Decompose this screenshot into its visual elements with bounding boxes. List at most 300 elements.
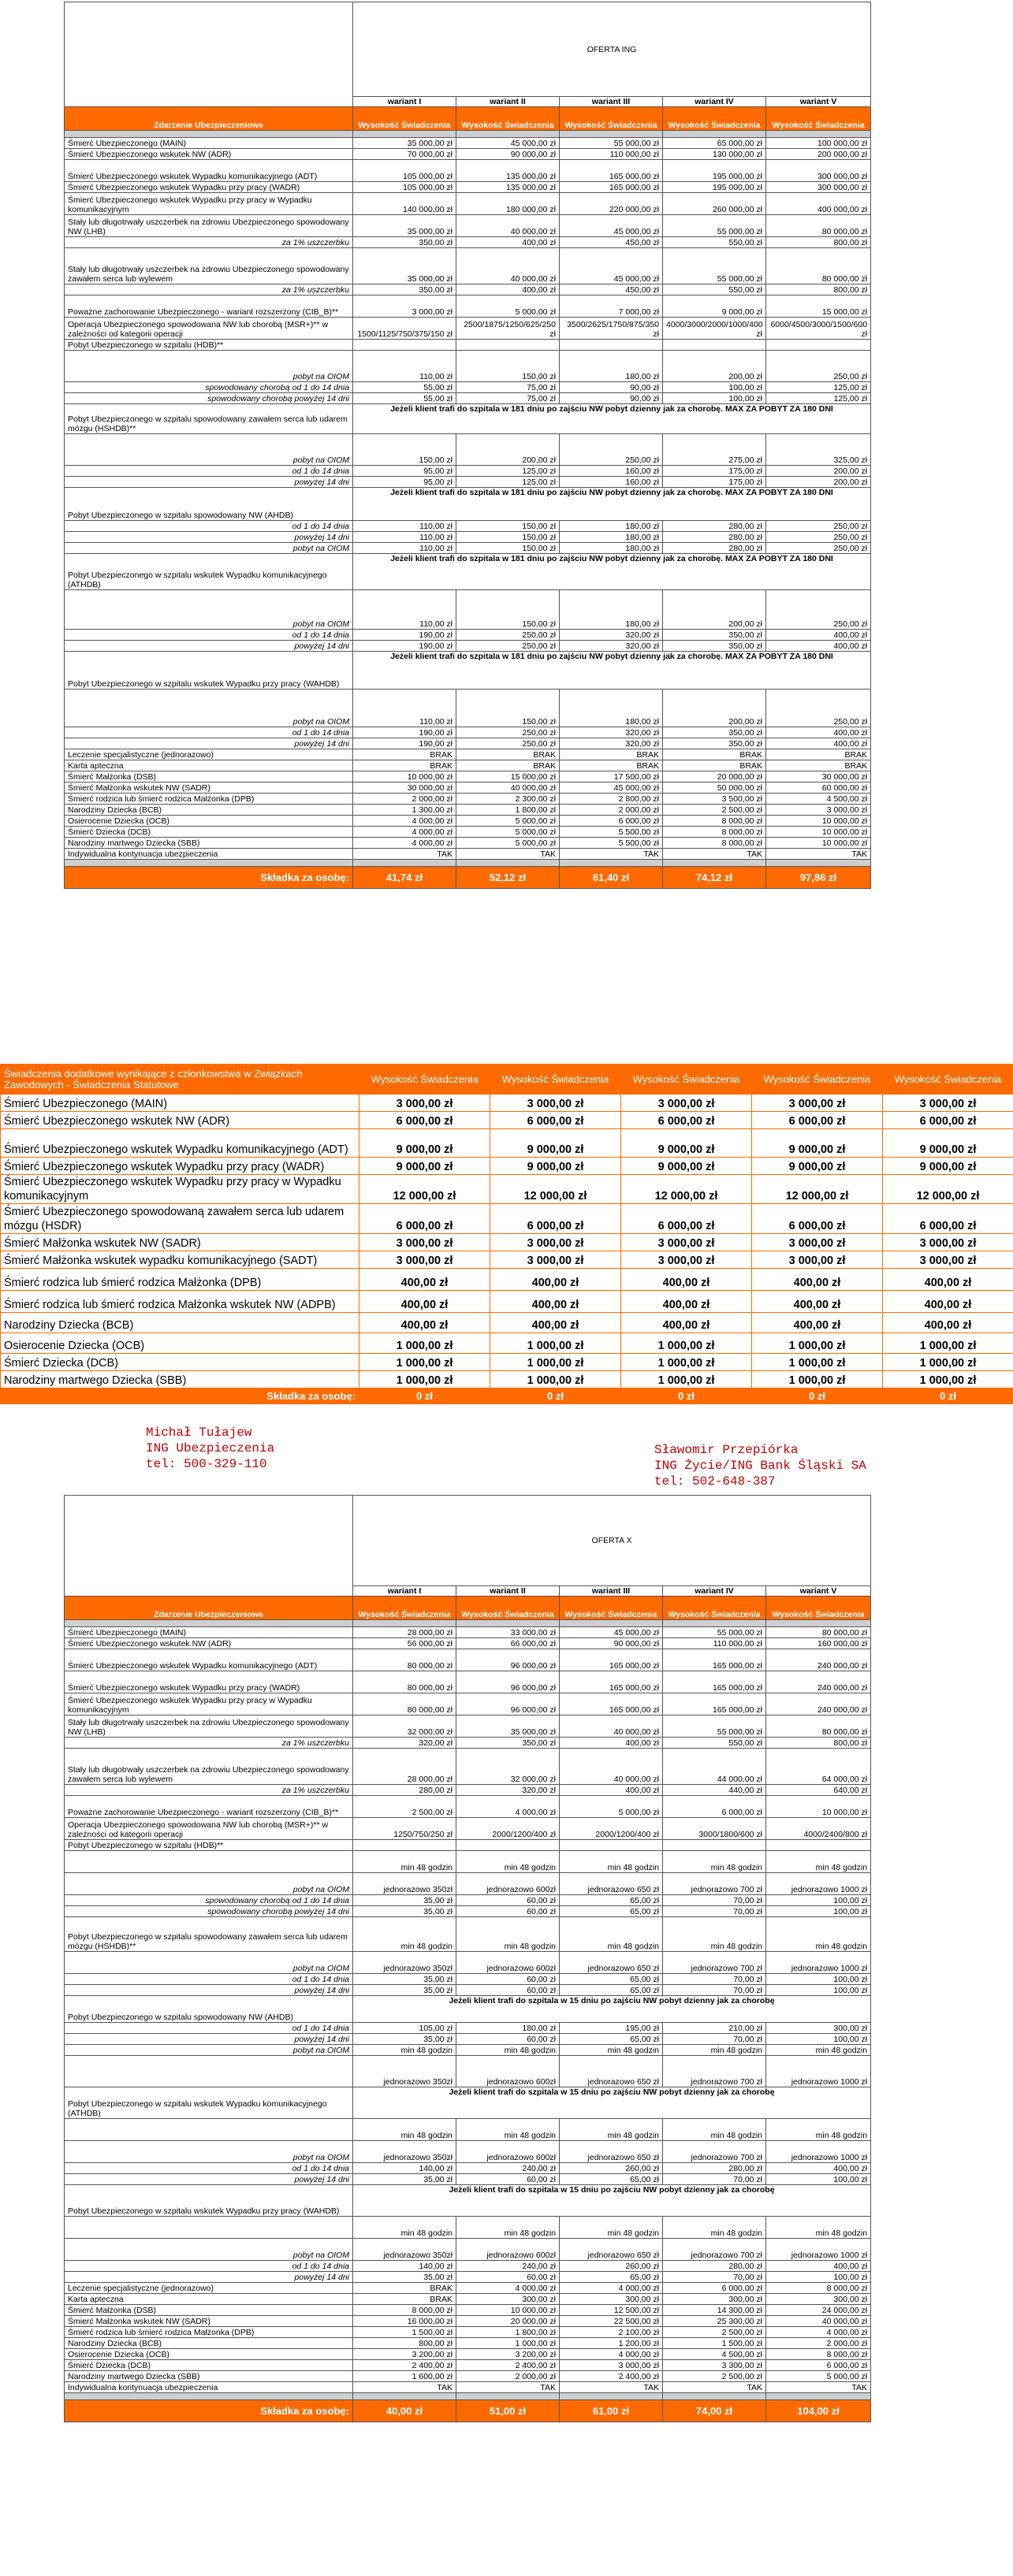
row-value: 8 000,00 zł — [766, 2283, 871, 2294]
row-value: 1 000,00 zł — [490, 1333, 621, 1354]
table-row — [65, 771, 871, 782]
row-value: 10 000,00 zł — [456, 2305, 560, 2316]
benefit-header: Wysokość Świadczenia — [766, 107, 871, 131]
row-value: 400,00 zł — [766, 738, 871, 749]
row-value: 150,00 zł — [456, 351, 560, 382]
table-row — [65, 532, 871, 543]
row-value: min 48 godzin — [766, 2119, 871, 2141]
row-value: min 48 godzin — [766, 2217, 871, 2239]
row-label: pobyt na OIOM — [65, 543, 353, 554]
row-note: Jeżeli klient trafi do szpitala w 15 dniu po zajściu NW pobyt dzienny jak za chorobę — [353, 1996, 871, 2023]
row-value: 35,00 zł — [353, 2174, 456, 2185]
row-value: 125,00 zł — [456, 477, 560, 488]
row-label: Śmierć Ubezpieczonego wskutek Wypadku komunikacyjnego (ADT) — [65, 1649, 353, 1671]
row-value: 10 000,00 zł — [766, 816, 871, 827]
row-value: 2 000,00 zł — [353, 794, 456, 805]
table-row — [65, 2305, 871, 2316]
table-row — [65, 466, 871, 477]
table-row — [1, 1354, 1013, 1371]
row-value: min 48 godzin — [663, 2119, 766, 2141]
benefit-header: Wysokość Świadczenia — [353, 107, 456, 131]
row-value: 400,00 zł — [752, 1269, 883, 1291]
row-value: 105 000,00 zł — [353, 160, 456, 182]
row-value: 350,00 zł — [456, 1738, 560, 1749]
row-value: 300 000,00 zł — [766, 182, 871, 193]
row-value: 3 000,00 zł — [883, 1234, 1013, 1251]
row-value: jednorazowo 700 zł — [663, 1873, 766, 1895]
row-value: 80 000,00 zł — [353, 1693, 456, 1715]
row-value: 6 000,00 zł — [359, 1204, 490, 1234]
row-value: 55 000,00 zł — [663, 1627, 766, 1638]
premium-value: 61,00 zł — [560, 2400, 663, 2422]
row-label: Poważne zachorowanie Ubezpieczonego - wariant rozszerzony (CIB_B)** — [65, 296, 353, 318]
table-row — [65, 340, 871, 351]
row-label: od 1 do 14 dnia — [65, 466, 353, 477]
row-note: Jeżeli klient trafi do szpitala w 15 dniu po zajściu NW pobyt dzienny jak za chorobę — [353, 2087, 871, 2119]
row-label: spowodowany chorobą od 1 do 14 dnia — [65, 382, 353, 393]
row-value: min 48 godzin — [766, 1917, 871, 1952]
row-label: pobyt na OIOM — [65, 590, 353, 630]
row-value: 6 000,00 zł — [621, 1204, 752, 1234]
table-row — [65, 215, 871, 237]
row-value: 100 000,00 zł — [766, 138, 871, 149]
row-label: Leczenie specjalistyczne (jednorazowo) — [65, 749, 353, 760]
table-row — [1, 1269, 1013, 1291]
row-value: 28 000,00 zł — [353, 1749, 456, 1785]
row-value: 250,00 zł — [456, 641, 560, 652]
row-value: 2 100,00 zł — [560, 2327, 663, 2338]
row-label: od 1 do 14 dnia — [65, 727, 353, 738]
row-value: 400,00 zł — [490, 1269, 621, 1291]
row-value: 165 000,00 zł — [663, 1693, 766, 1715]
table-row — [65, 477, 871, 488]
row-label: Śmierć Małżonka wskutek NW (SADR) — [1, 1234, 359, 1251]
row-value: 12 000,00 zł — [359, 1175, 490, 1204]
row-value: 3 000,00 zł — [883, 1095, 1013, 1112]
row-value: 66 000,00 zł — [456, 1638, 560, 1649]
benefit-header: Wysokość Świadczenia — [663, 107, 766, 131]
row-value: 180,00 zł — [560, 543, 663, 554]
row-value: min 48 godzin — [456, 1851, 560, 1873]
row-value: 2500/1875/1250/625/250 zł — [456, 318, 560, 340]
row-label — [65, 1851, 353, 1873]
row-value: 100,00 zł — [766, 1906, 871, 1917]
row-value: 320,00 zł — [560, 630, 663, 641]
row-value: 100,00 zł — [766, 1974, 871, 1985]
row-value: min 48 godzin — [353, 2045, 456, 2056]
agent-right — [654, 1442, 866, 1489]
agent-right-phone: tel: 502-648-387 — [654, 1474, 776, 1489]
row-value: 3 000,00 zł — [883, 1251, 1013, 1269]
row-value: TAK — [456, 849, 560, 860]
table-row — [65, 1996, 871, 2023]
row-value: 40 000,00 zł — [456, 782, 560, 794]
row-value: 12 500,00 zł — [560, 2305, 663, 2316]
table-row — [65, 805, 871, 816]
row-value: 35,00 zł — [353, 2272, 456, 2283]
union-premium-value: 0 zł — [359, 1388, 490, 1404]
row-value: jednorazowo 600zł — [456, 1873, 560, 1895]
row-value: 240 000,00 zł — [766, 1671, 871, 1693]
row-value: 35,00 zł — [353, 1974, 456, 1985]
table-row — [65, 543, 871, 554]
row-value: 2 000,00 zł — [456, 2371, 560, 2382]
union-benefits-table — [0, 1064, 1013, 1404]
row-value: 275,00 zł — [663, 434, 766, 466]
row-value: min 48 godzin — [353, 1917, 456, 1952]
row-value: min 48 godzin — [663, 2217, 766, 2239]
benefit-header: Wysokość Świadczenia — [752, 1065, 883, 1095]
row-value: 9 000,00 zł — [490, 1129, 621, 1158]
offer-ing-section — [64, 2, 870, 889]
row-value: 4 500,00 zł — [663, 2349, 766, 2360]
row-value: 240 000,00 zł — [766, 1649, 871, 1671]
row-value: 2 800,00 zł — [560, 794, 663, 805]
table-row — [65, 2174, 871, 2185]
row-value: 140 000,00 zł — [353, 193, 456, 215]
row-value: 180,00 zł — [560, 590, 663, 630]
table-row — [1, 1175, 1013, 1204]
row-value: 400,00 zł — [752, 1313, 883, 1333]
row-value: 70,00 zł — [663, 1974, 766, 1985]
benefit-header: Wysokość Świadczenia — [560, 107, 663, 131]
variant-header: wariant I — [353, 1586, 456, 1597]
row-label: powyżej 14 dni — [65, 641, 353, 652]
row-label: Leczenie specjalistyczne (jednorazowo) — [65, 2283, 353, 2294]
row-value: 2 400,00 zł — [456, 2360, 560, 2371]
row-label: od 1 do 14 dnia — [65, 2261, 353, 2272]
row-label: spowodowany chorobą powyżej 14 dni — [65, 393, 353, 404]
table-row — [65, 1895, 871, 1906]
benefit-header: Wysokość Świadczenia — [766, 1597, 871, 1620]
table-row — [65, 630, 871, 641]
row-value: 4 000,00 zł — [560, 2283, 663, 2294]
row-value: 125,00 zł — [766, 382, 871, 393]
row-label: Poważne zachorowanie Ubezpieczonego - wariant rozszerzony (CIB_B)** — [65, 1796, 353, 1818]
row-label: Śmierć Dziecka (DCB) — [1, 1354, 359, 1371]
row-value: BRAK — [766, 749, 871, 760]
row-value: 65,00 zł — [560, 1895, 663, 1906]
row-value: 1 000,00 zł — [456, 2338, 560, 2349]
row-value: BRAK — [456, 760, 560, 771]
row-value: 6 000,00 zł — [663, 1796, 766, 1818]
row-label — [65, 2119, 353, 2141]
row-value: 240 000,00 zł — [766, 1693, 871, 1715]
row-value: 3 000,00 zł — [621, 1251, 752, 1269]
row-value: jednorazowo 650 zł — [560, 2141, 663, 2163]
row-value: 200,00 zł — [766, 466, 871, 477]
row-value: 40 000,00 zł — [560, 1749, 663, 1785]
row-value: jednorazowo 350zł — [353, 1952, 456, 1974]
table-row — [65, 2141, 871, 2163]
row-value: min 48 godzin — [456, 2119, 560, 2141]
row-value: 1 000,00 zł — [490, 1371, 621, 1388]
row-value: 4000/3000/2000/1000/400 zł — [663, 318, 766, 340]
row-value: 260,00 zł — [560, 2261, 663, 2272]
row-value: 110,00 zł — [353, 690, 456, 727]
row-label: od 1 do 14 dnia — [65, 2023, 353, 2034]
table-row — [65, 2371, 871, 2382]
row-value: 96 000,00 zł — [456, 1693, 560, 1715]
premium-value: 97,86 zł — [766, 867, 871, 889]
row-value: 190,00 zł — [353, 641, 456, 652]
table-row — [65, 138, 871, 149]
row-value: min 48 godzin — [560, 2045, 663, 2056]
row-label: Śmierć Małżonka (DSB) — [65, 2305, 353, 2316]
benefit-header: Wysokość Świadczenia — [560, 1597, 663, 1620]
row-value: 35 000,00 zł — [353, 215, 456, 237]
row-label: Pobyt Ubezpieczonego w szpitalu spowodowany zawałem serca lub udarem mózgu (HSHDB)** — [65, 1917, 353, 1952]
row-label: pobyt na OIOM — [65, 2141, 353, 2163]
row-value: 17 500,00 zł — [560, 771, 663, 782]
row-value: jednorazowo 600zł — [456, 2239, 560, 2261]
table-row — [65, 1917, 871, 1952]
row-value: 3 000,00 zł — [359, 1095, 490, 1112]
table-row — [65, 690, 871, 727]
row-value: 150,00 zł — [456, 590, 560, 630]
row-label: pobyt na OIOM — [65, 1873, 353, 1895]
row-value: 250,00 zł — [456, 630, 560, 641]
row-note: Jeżeli klient trafi do szpitala w 181 dniu po zajściu NW pobyt dzienny jak za chorobę. MAX ZA POBYT ZA 180 DNI — [353, 652, 871, 690]
row-value: 9 000,00 zł — [752, 1158, 883, 1175]
row-value: 320,00 zł — [456, 1785, 560, 1796]
row-value — [560, 340, 663, 351]
row-value: jednorazowo 700 zł — [663, 2239, 766, 2261]
row-value: jednorazowo 650 zł — [560, 1873, 663, 1895]
row-value: 90 000,00 zł — [456, 149, 560, 160]
row-value: 200,00 zł — [663, 590, 766, 630]
row-label: Śmierć Małżonka (DSB) — [65, 771, 353, 782]
row-value: 180,00 zł — [560, 521, 663, 532]
row-value: 15 000,00 zł — [766, 296, 871, 318]
benefit-header: Wysokość Świadczenia — [456, 1597, 560, 1620]
row-value: 1500/1125/750/375/150 zł — [353, 318, 456, 340]
table-row — [65, 296, 871, 318]
row-value: 45 000,00 zł — [560, 782, 663, 794]
row-value: BRAK — [353, 749, 456, 760]
row-value: 55 000,00 zł — [560, 138, 663, 149]
row-value: 320,00 zł — [560, 738, 663, 749]
table-row — [65, 2272, 871, 2283]
row-value: 60,00 zł — [456, 2034, 560, 2045]
table-row — [65, 2217, 871, 2239]
table-row — [65, 1974, 871, 1985]
row-value: 260,00 zł — [560, 2163, 663, 2174]
row-value: 135 000,00 zł — [456, 182, 560, 193]
row-value: 165 000,00 zł — [560, 1693, 663, 1715]
row-value: 60,00 zł — [456, 1895, 560, 1906]
row-value: 45 000,00 zł — [560, 248, 663, 284]
table-row — [65, 1649, 871, 1671]
row-label: spowodowany chorobą powyżej 14 dni — [65, 1906, 353, 1917]
row-value: 3 300,00 zł — [663, 2360, 766, 2371]
row-value: BRAK — [353, 760, 456, 771]
row-value: 12 000,00 zł — [621, 1175, 752, 1204]
table-row — [65, 1851, 871, 1873]
row-value: 3 000,00 zł — [353, 296, 456, 318]
row-value: 1 000,00 zł — [490, 1354, 621, 1371]
table-row — [65, 1785, 871, 1796]
row-value: jednorazowo 1000 zł — [766, 2056, 871, 2087]
row-value: 200,00 zł — [456, 434, 560, 466]
row-value: 3 000,00 zł — [766, 805, 871, 816]
table-row — [65, 1671, 871, 1693]
row-value: 110 000,00 zł — [560, 149, 663, 160]
table-row — [65, 1906, 871, 1917]
row-value: 9 000,00 zł — [883, 1129, 1013, 1158]
row-value: 400,00 zł — [883, 1313, 1013, 1333]
premium-value: 52,12 zł — [456, 867, 560, 889]
row-value: 105 000,00 zł — [353, 182, 456, 193]
row-value: 7 000,00 zł — [560, 296, 663, 318]
row-label: Śmierć Ubezpieczonego wskutek Wypadku komunikacyjnego (ADT) — [1, 1129, 359, 1158]
row-label: powyżej 14 dni — [65, 738, 353, 749]
row-value: 60 000,00 zł — [766, 782, 871, 794]
premium-label: Składka za osobę: — [65, 2400, 353, 2422]
row-value: 280,00 zł — [663, 2261, 766, 2272]
row-value — [353, 1840, 456, 1851]
benefit-header: Wysokość Świadczenia — [359, 1065, 490, 1095]
table-row — [65, 2045, 871, 2056]
row-value: 55,00 zł — [353, 393, 456, 404]
row-value: 4 000,00 zł — [353, 827, 456, 838]
row-value: 6 000,00 zł — [752, 1112, 883, 1129]
row-value: 1 000,00 zł — [621, 1371, 752, 1388]
row-value: 1 600,00 zł — [353, 2371, 456, 2382]
row-value: 1250/750/250 zł — [353, 1818, 456, 1840]
row-value: 60,00 zł — [456, 1906, 560, 1917]
union-premium-value: 0 zł — [490, 1388, 621, 1404]
premium-value: 41,74 zł — [353, 867, 456, 889]
row-note: Jeżeli klient trafi do szpitala w 181 dniu po zajściu NW pobyt dzienny jak za chorobę. MAX ZA POBYT ZA 180 DNI — [353, 404, 871, 434]
row-value: 9 000,00 zł — [663, 296, 766, 318]
row-value: 1 000,00 zł — [359, 1371, 490, 1388]
row-value: 200,00 zł — [766, 477, 871, 488]
row-label: Śmierć Ubezpieczonego wskutek NW (ADR) — [65, 1638, 353, 1649]
row-label: pobyt na OIOM — [65, 1952, 353, 1974]
row-value: jednorazowo 350zł — [353, 2141, 456, 2163]
table-row — [65, 318, 871, 340]
row-value: min 48 godzin — [456, 1917, 560, 1952]
row-value: 450,00 zł — [560, 284, 663, 296]
table-row — [65, 1873, 871, 1895]
row-value: 64 000,00 zł — [766, 1749, 871, 1785]
row-value: jednorazowo 1000 zł — [766, 1952, 871, 1974]
row-value: 300,00 zł — [766, 2294, 871, 2305]
row-value: 33 000,00 zł — [456, 1627, 560, 1638]
row-value: 4000/2400/800 zł — [766, 1818, 871, 1840]
row-label: za 1% uszczerbku — [65, 284, 353, 296]
row-value: 400,00 zł — [456, 237, 560, 248]
row-value: 350,00 zł — [663, 727, 766, 738]
row-value: 45 000,00 zł — [560, 215, 663, 237]
row-value: TAK — [456, 2382, 560, 2393]
row-label: Śmierć Ubezpieczonego wskutek Wypadku przy pracy w Wypadku komunikacyjnym — [1, 1175, 359, 1204]
row-value: 400,00 zł — [560, 1785, 663, 1796]
row-value: 5 000,00 zł — [456, 816, 560, 827]
row-value: 110,00 zł — [353, 351, 456, 382]
row-value: 135 000,00 zł — [456, 160, 560, 182]
table-row — [1, 1095, 1013, 1112]
row-label: Osierocenie Dziecka (OCB) — [65, 2349, 353, 2360]
row-value: 400,00 zł — [359, 1269, 490, 1291]
row-value: 400,00 zł — [490, 1313, 621, 1333]
row-value: 3 200,00 zł — [353, 2349, 456, 2360]
row-value: 4 500,00 zł — [766, 794, 871, 805]
row-value: 110 000,00 zł — [663, 1638, 766, 1649]
row-value: 10 000,00 zł — [766, 1796, 871, 1818]
row-label: od 1 do 14 dnia — [65, 1974, 353, 1985]
row-label: Narodziny Dziecka (BCB) — [65, 2338, 353, 2349]
row-value: 28 000,00 zł — [353, 1627, 456, 1638]
row-value: 280,00 zł — [663, 532, 766, 543]
row-value: 2 500,00 zł — [663, 2371, 766, 2382]
column-header-event: Zdarzenie Ubezpieczeniowe — [65, 1597, 353, 1620]
row-label: Pobyt Ubezpieczonego w szpitalu spowodowany NW (AHDB) — [65, 1996, 353, 2023]
row-label: Pobyt Ubezpieczonego w szpitalu (HDB)** — [65, 1840, 353, 1851]
row-value: 110,00 zł — [353, 532, 456, 543]
row-value: min 48 godzin — [766, 1851, 871, 1873]
row-value: 100,00 zł — [766, 1985, 871, 1996]
row-value: 3 000,00 zł — [490, 1234, 621, 1251]
row-value: 550,00 zł — [663, 237, 766, 248]
row-value: 300,00 zł — [766, 2023, 871, 2034]
row-value: 6 000,00 zł — [883, 1112, 1013, 1129]
row-value: 1 300,00 zł — [353, 805, 456, 816]
table-row — [65, 2119, 871, 2141]
row-value: jednorazowo 700 zł — [663, 2141, 766, 2163]
table-row — [65, 521, 871, 532]
benefit-header: Wysokość Świadczenia — [353, 1597, 456, 1620]
row-label: powyżej 14 dni — [65, 2174, 353, 2185]
row-value: 165 000,00 zł — [663, 1649, 766, 1671]
premium-value: 51,00 zł — [456, 2400, 560, 2422]
row-value: 200,00 zł — [663, 351, 766, 382]
row-value: 1 000,00 zł — [883, 1371, 1013, 1388]
row-value: 3 000,00 zł — [752, 1095, 883, 1112]
table-row — [65, 248, 871, 284]
table-row — [65, 2087, 871, 2119]
table-row — [65, 652, 871, 690]
agent-left — [146, 1425, 274, 1472]
row-value: 12 000,00 zł — [883, 1175, 1013, 1204]
premium-value: 40,00 zł — [353, 2400, 456, 2422]
row-value: BRAK — [766, 760, 871, 771]
row-value: 250,00 zł — [766, 351, 871, 382]
row-value: 3 000,00 zł — [359, 1234, 490, 1251]
row-value: 400,00 zł — [883, 1291, 1013, 1313]
table-row — [65, 434, 871, 466]
row-label: Karta apteczna — [65, 760, 353, 771]
row-value: 35,00 zł — [353, 1906, 456, 1917]
row-label: pobyt na OIOM — [65, 690, 353, 727]
row-value: 1 000,00 zł — [883, 1333, 1013, 1354]
row-label: za 1% uszczerbku — [65, 1785, 353, 1796]
row-value: 350,00 zł — [353, 237, 456, 248]
row-value: 9 000,00 zł — [621, 1129, 752, 1158]
table-row — [1, 1129, 1013, 1158]
table-row — [65, 404, 871, 434]
row-value: 75,00 zł — [456, 382, 560, 393]
row-value: 35 000,00 zł — [353, 138, 456, 149]
row-value: min 48 godzin — [353, 1851, 456, 1873]
row-value: 350,00 zł — [663, 641, 766, 652]
table-row — [65, 1952, 871, 1974]
row-value: jednorazowo 650 zł — [560, 2056, 663, 2087]
table-row — [65, 1985, 871, 1996]
row-value: 440,00 zł — [663, 1785, 766, 1796]
offer-x-section — [64, 1495, 870, 2422]
